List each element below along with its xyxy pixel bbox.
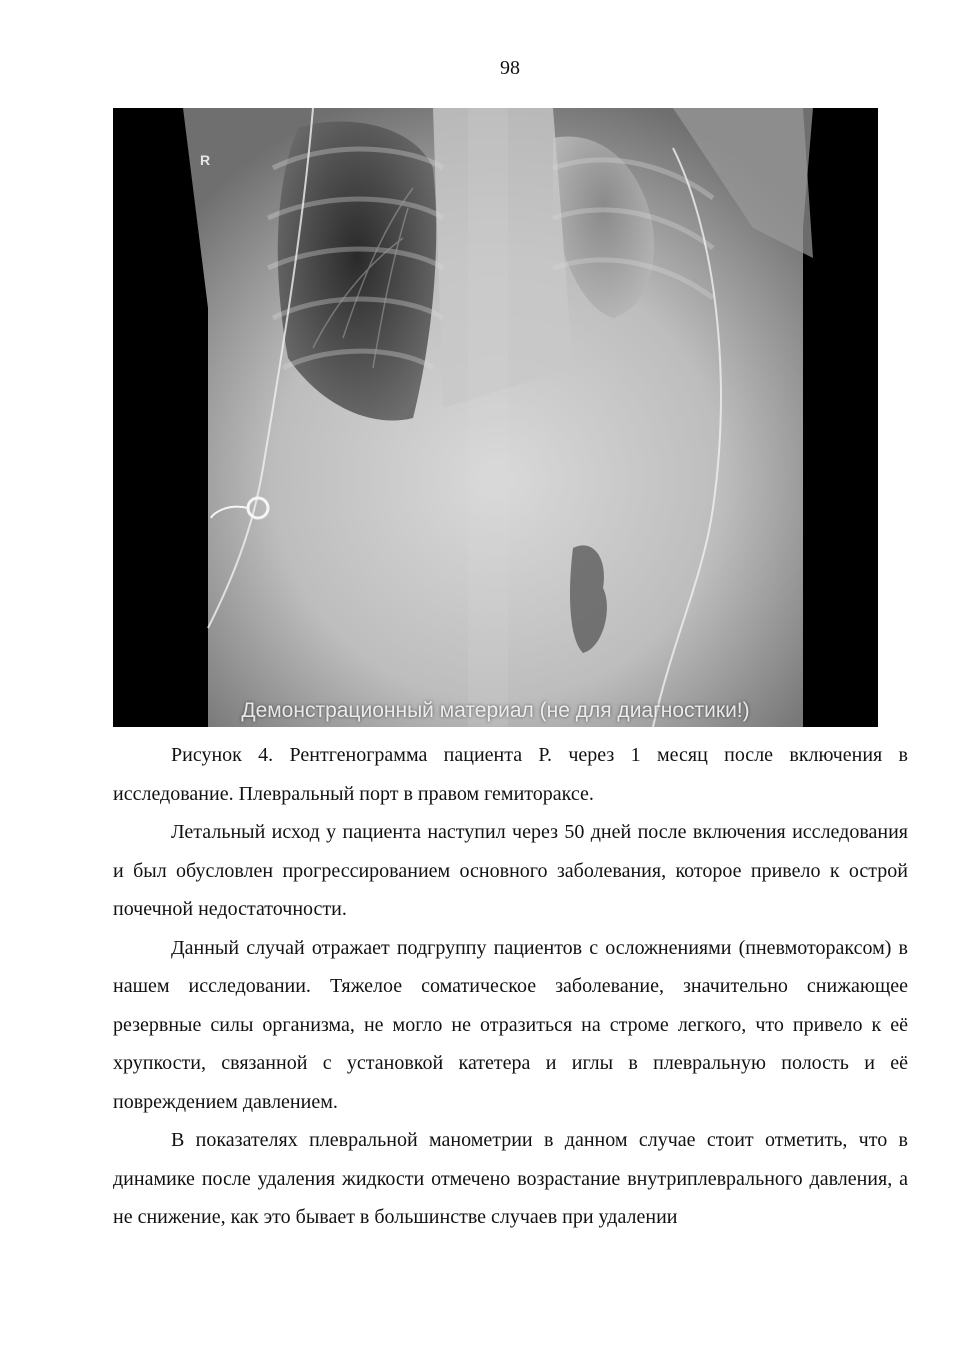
figure-caption: Рисунок 4. Рентгенограмма пациента Р. через 1 месяц после включения в исследование. Плевральный порт в правом гемитораксе. [113,744,908,805]
paragraph-1: Летальный исход у пациента наступил через 50 дней после включения исследования и был обусловлен прогрессированием основного заболевания, которое привело к острой почечной недостаточности. [113,821,908,920]
watermark-label: Демонстрационный материал (не для диагностики!) [241,699,750,722]
xray-figure [113,108,878,727]
paragraph-2: Данный случай отражает подгруппу пациентов с осложнениями (пневмотораксом) в нашем исследовании. Тяжелое соматическое заболевание, значительно снижающее резервные силы организма, не могло не отразиться на строме легкого, что привело к её хрупкости, связанной с установкой катетера и иглы в плевральную полость и её повреждением давлением. [113,936,908,1113]
body-text [113,736,908,1237]
page-number: 98 [500,57,520,79]
orientation-marker: R [200,152,211,168]
paragraph-3: В показателях плевральной манометрии в данном случае стоит отметить, что в динамике после удаления жидкости отмечено возрастание внутриплеврального давления, а не снижение, как это бывает в большинстве случаев при удалении [113,1129,908,1228]
chest-xray-image [113,108,878,727]
